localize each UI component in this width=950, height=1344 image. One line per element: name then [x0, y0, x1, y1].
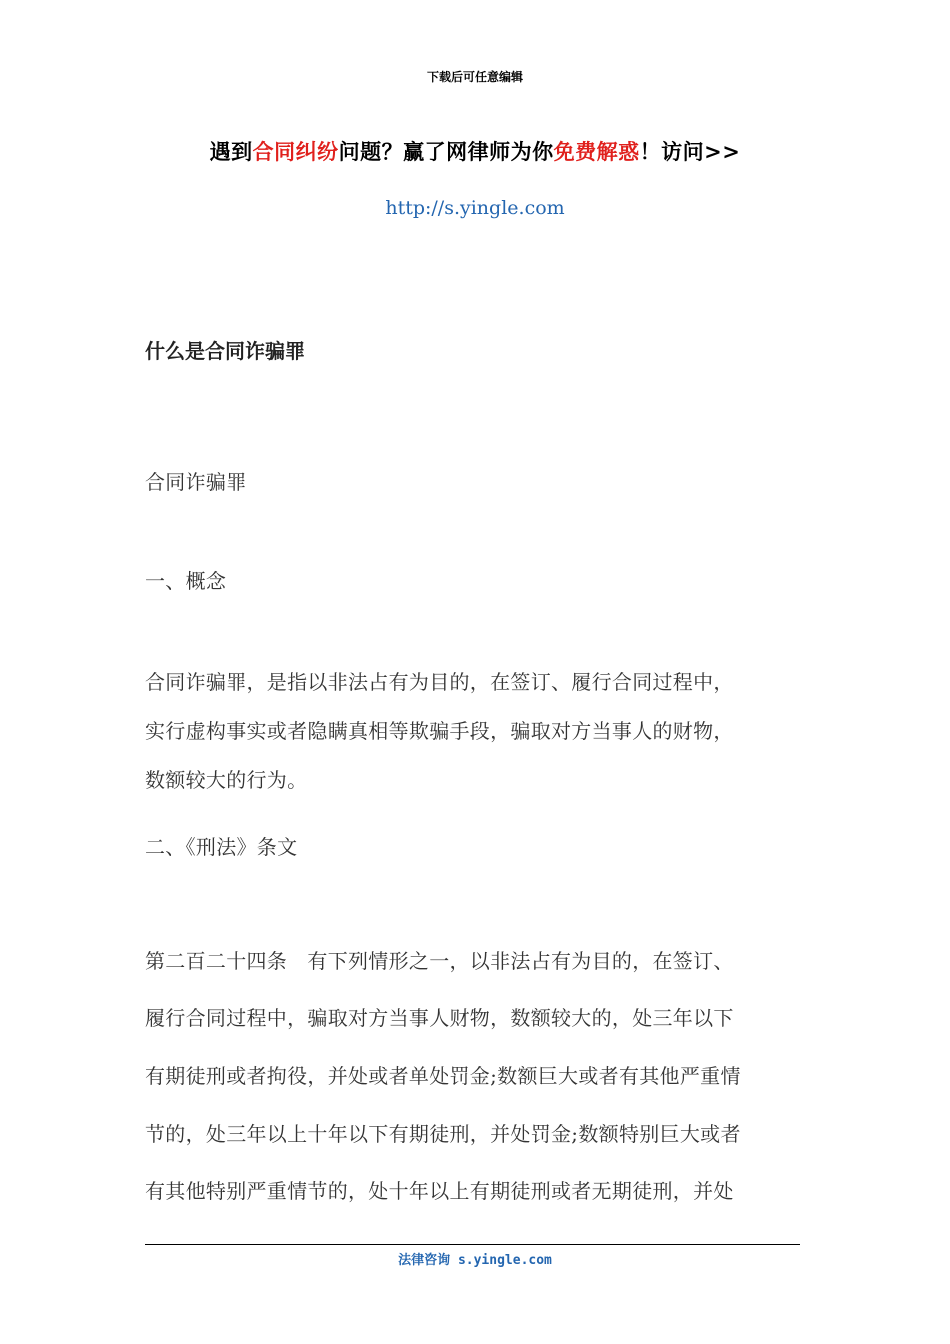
footer-link[interactable]: 法律咨询 s.yingle.com — [398, 1253, 552, 1268]
section-heading-criminal-law: 二、《刑法》条文 — [145, 835, 298, 859]
concept-line: 合同诈骗罪，是指以非法占有为目的，在签订、履行合同过程中， — [145, 670, 734, 694]
concept-line: 实行虚构事实或者隐瞒真相等欺骗手段，骗取对方当事人的财物， — [145, 719, 734, 743]
document-subtitle: 合同诈骗罪 — [145, 470, 247, 494]
concept-line: 数额较大的行为。 — [145, 768, 308, 792]
header-note: 下载后可任意编辑 — [426, 70, 523, 84]
promo-text-1: 遇到 — [209, 139, 253, 164]
promo-banner — [0, 136, 950, 166]
promo-highlight-free-answer: 免费解惑 — [553, 139, 640, 164]
promo-text-3: ！访问>> — [639, 139, 741, 164]
article-line: 履行合同过程中，骗取对方当事人财物，数额较大的，处三年以下 — [145, 1006, 734, 1030]
article-line: 节的，处三年以上十年以下有期徒刑，并处罚金;数额特别巨大或者 — [145, 1122, 741, 1146]
promo-highlight-contract-dispute: 合同纠纷 — [252, 139, 339, 164]
footer-divider — [145, 1244, 800, 1245]
article-line: 有其他特别严重情节的，处十年以上有期徒刑或者无期徒刑，并处 — [145, 1179, 734, 1203]
article-line: 有期徒刑或者拘役，并处或者单处罚金;数额巨大或者有其他严重情 — [145, 1064, 741, 1088]
section-heading-concept: 一、概念 — [145, 569, 227, 593]
article-line: 第二百二十四条 有下列情形之一，以非法占有为目的，在签订、 — [145, 949, 734, 973]
document-title: 什么是合同诈骗罪 — [145, 339, 305, 363]
promo-url-link[interactable]: http://s.yingle.com — [385, 197, 565, 219]
promo-text-2: 问题？赢了网律师为你 — [338, 139, 554, 164]
